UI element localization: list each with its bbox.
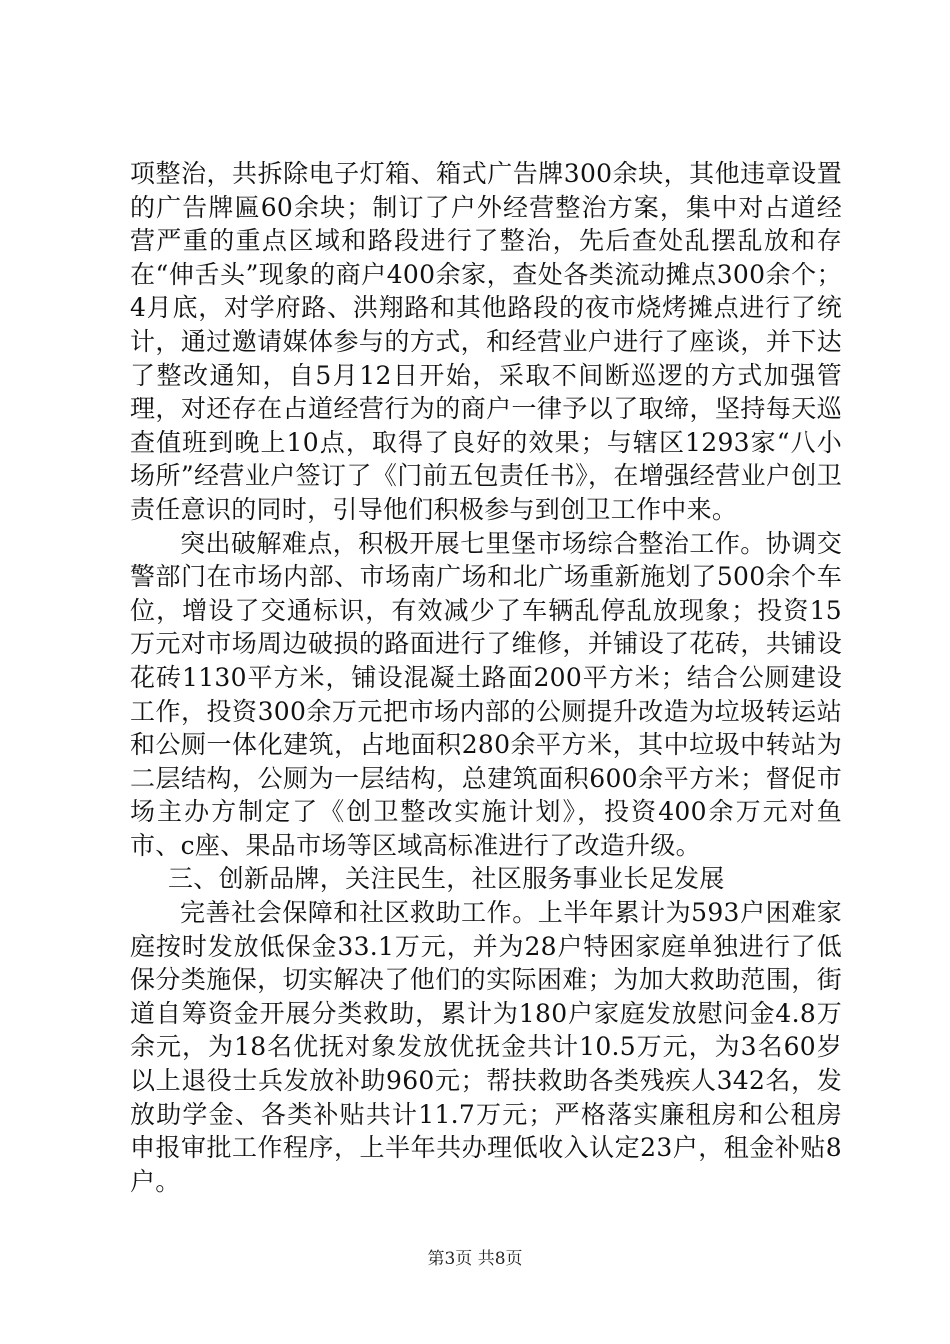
paragraph-1: 项整治，共拆除电子灯箱、箱式广告牌300余块，其他违章设置的广告牌匾60余块；制订了户外经营整治方案，集中对占道经营严重的重点区域和路段进行了整治，先后查处乱摆乱放和存在“伸舌头”现象的商户400余家，查处各类流动摊点300余个；4月底，对学府路、洪翔路和其他路段的夜市烧烤摊点进行了统计，通过邀请媒体参与的方式，和经营业户进行了座谈，并下达了整改通知，自5月12日开始，采取不间断巡逻的方式加强管理，对还存在占道经营行为的商户一律予以了取缔，坚持每天巡查值班到晚上10点，取得了良好的效果；与辖区1293家“八小场所”经营业户签订了《门前五包责任书》，在增强经营业户创卫责任意识的同时，引导他们积极参与到创卫工作中来。	[130, 159, 842, 524]
document-body	[130, 157, 842, 1198]
section-heading: 三、创新品牌，关注民生，社区服务事业长足发展	[168, 864, 725, 894]
page-footer: 第3页 共8页	[427, 1249, 523, 1269]
paragraph-3: 完善社会保障和社区救助工作。上半年累计为593户困难家庭按时发放低保金33.1万元，并为28户特困家庭单独进行了低保分类施保，切实解决了他们的实际困难；为加大救助范围，街道自筹资金开展分类救助，累计为180户家庭发放慰问金4.8万余元，为18名优抚对象发放优抚金共计10.5万元，为3名60岁以上退役士兵发放补助960元；帮扶救助各类残疾人342名，发放助学金、各类补贴共计11.7万元；严格落实廉租房和公租房申报审批工作程序，上半年共办理低收入认定23户，租金补贴8户。	[130, 898, 842, 1196]
paragraph-2: 突出破解难点，积极开展七里堡市场综合整治工作。协调交警部门在市场内部、市场南广场和北广场重新施划了500余个车位，增设了交通标识，有效减少了车辆乱停乱放现象；投资15万元对市场周边破损的路面进行了维修，并铺设了花砖，共铺设花砖1130平方米，铺设混凝土路面200平方米；结合公厕建设工作，投资300余万元把市场内部的公厕提升改造为垃圾转运站和公厕一体化建筑，占地面积280余平方米，其中垃圾中转站为二层结构，公厕为一层结构，总建筑面积600余平方米；督促市场主办方制定了《创卫整改实施计划》，投资400余万元对鱼市、c座、果品市场等区域高标准进行了改造升级。	[130, 528, 842, 860]
